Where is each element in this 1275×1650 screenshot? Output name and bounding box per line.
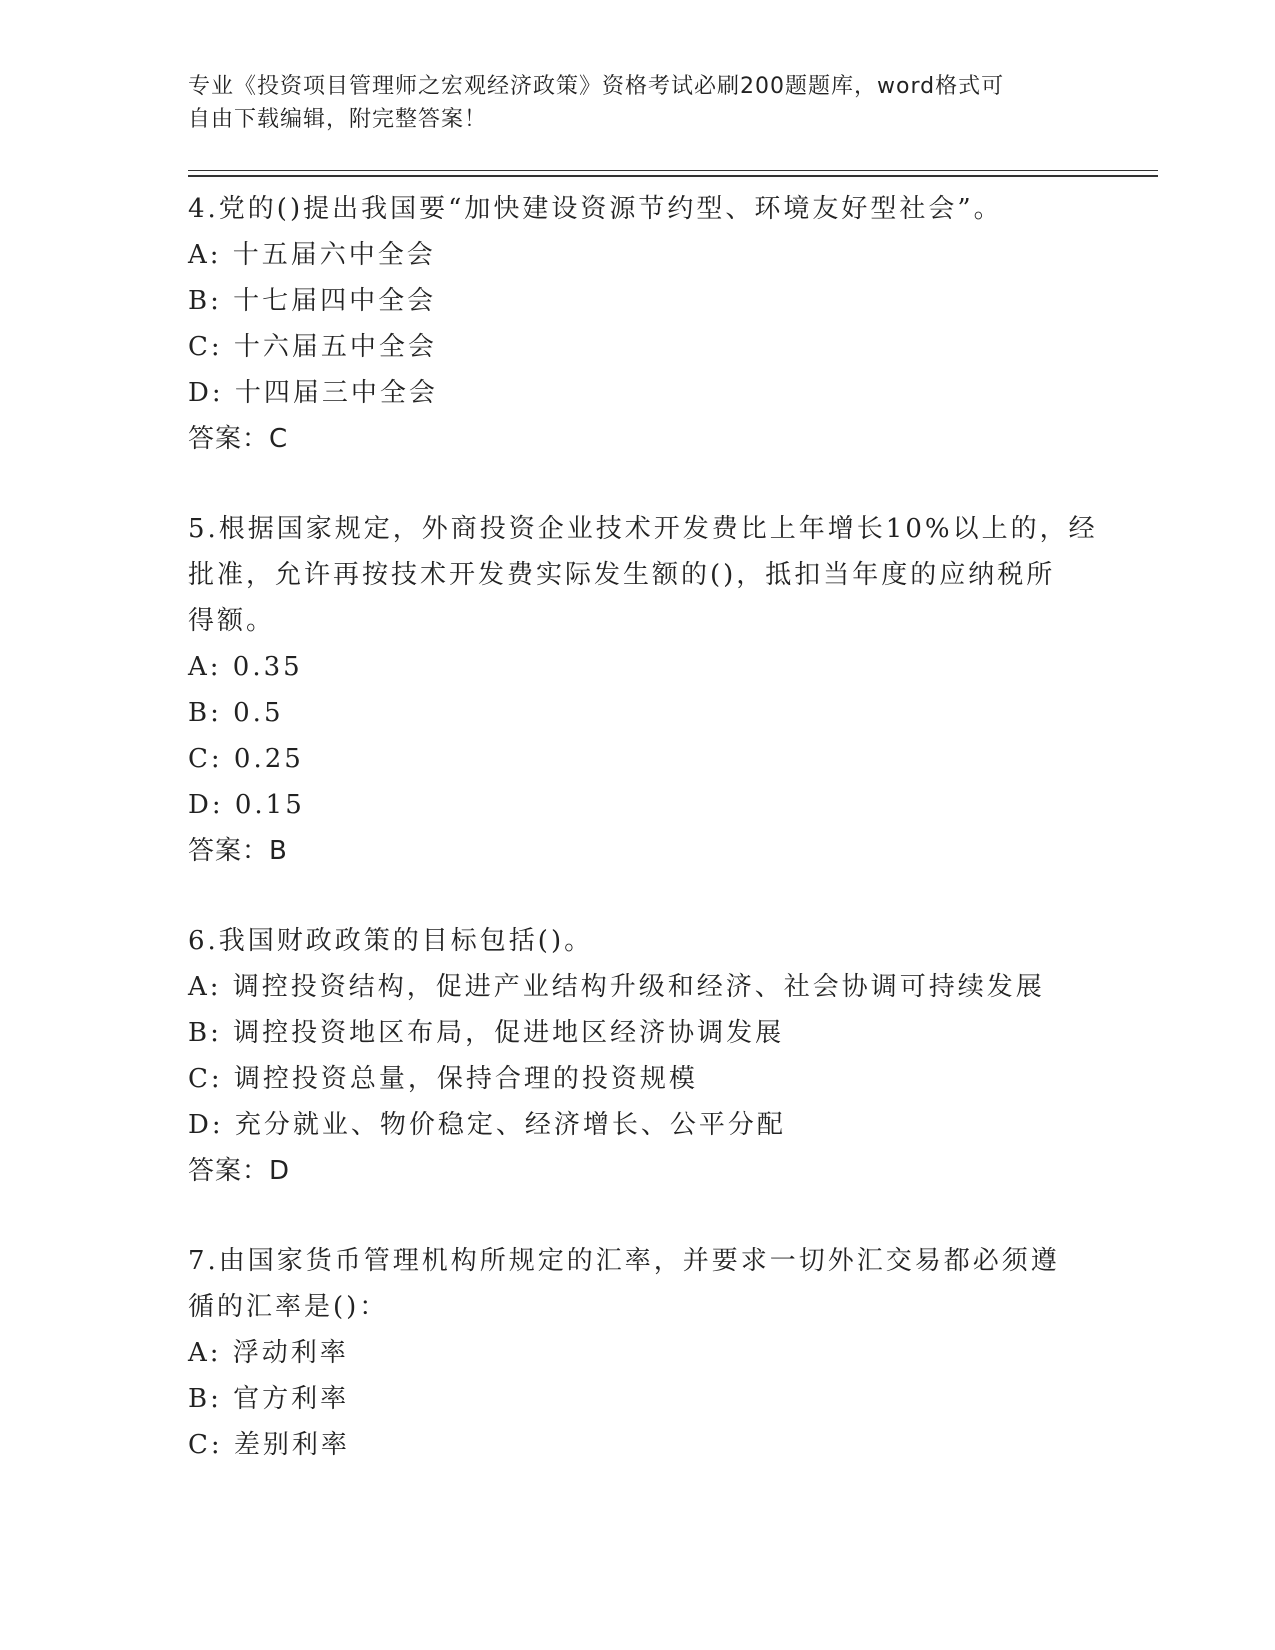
- header-divider-thick: [188, 175, 1158, 177]
- question-5: [188, 506, 1098, 874]
- option-b: B: 调控投资地区布局，促进地区经济协调发展: [188, 1018, 785, 1048]
- answer-text: 答案：B: [188, 836, 288, 866]
- option-c: C: 差别利率: [188, 1430, 350, 1460]
- option-d: D: 0.15: [188, 790, 305, 820]
- question-7: [188, 1238, 1088, 1468]
- option-a: A: 调控投资结构，促进产业结构升级和经济、社会协调可持续发展: [188, 972, 1045, 1002]
- answer-text: 答案：C: [188, 424, 289, 454]
- option-a: A: 0.35: [188, 652, 303, 682]
- question-stem: 4.党的()提出我国要“加快建设资源节约型、环境友好型社会”。: [188, 194, 1003, 224]
- question-stem-line-1: 7.由国家货币管理机构所规定的汇率，并要求一切外汇交易都必须遵: [188, 1246, 1060, 1276]
- answer-text: 答案：D: [188, 1156, 291, 1186]
- header-title-line-2: 自由下载编辑，附完整答案！: [188, 107, 488, 132]
- option-c: C: 调控投资总量，保持合理的投资规模: [188, 1064, 698, 1094]
- option-b: B: 0.5: [188, 698, 284, 728]
- document-header: [188, 70, 1088, 136]
- option-d: D: 十四届三中全会: [188, 378, 438, 408]
- option-a: A: 浮动利率: [188, 1338, 349, 1368]
- header-title-line-1: 专业《投资项目管理师之宏观经济政策》资格考试必刷200题题库，word格式可: [188, 74, 1005, 99]
- question-stem-line-3: 得额。: [188, 606, 276, 636]
- option-a: A: 十五届六中全会: [188, 240, 436, 270]
- questions-list: [188, 186, 1098, 1512]
- question-stem: 6.我国财政政策的目标包括()。: [188, 926, 594, 956]
- option-b: B: 官方利率: [188, 1384, 350, 1414]
- question-4: [188, 186, 1088, 462]
- question-stem-line-2: 循的汇率是()：: [188, 1292, 389, 1322]
- option-c: C: 十六届五中全会: [188, 332, 437, 362]
- option-d: D: 充分就业、物价稳定、经济增长、公平分配: [188, 1110, 786, 1140]
- option-c: C: 0.25: [188, 744, 304, 774]
- question-stem-line-1: 5.根据国家规定，外商投资企业技术开发费比上年增长10%以上的，经: [188, 514, 1098, 544]
- option-b: B: 十七届四中全会: [188, 286, 437, 316]
- header-divider-thin: [188, 170, 1158, 171]
- question-6: [188, 918, 1088, 1194]
- question-stem-line-2: 批准，允许再按技术开发费实际发生额的()，抵扣当年度的应纳税所: [188, 560, 1056, 590]
